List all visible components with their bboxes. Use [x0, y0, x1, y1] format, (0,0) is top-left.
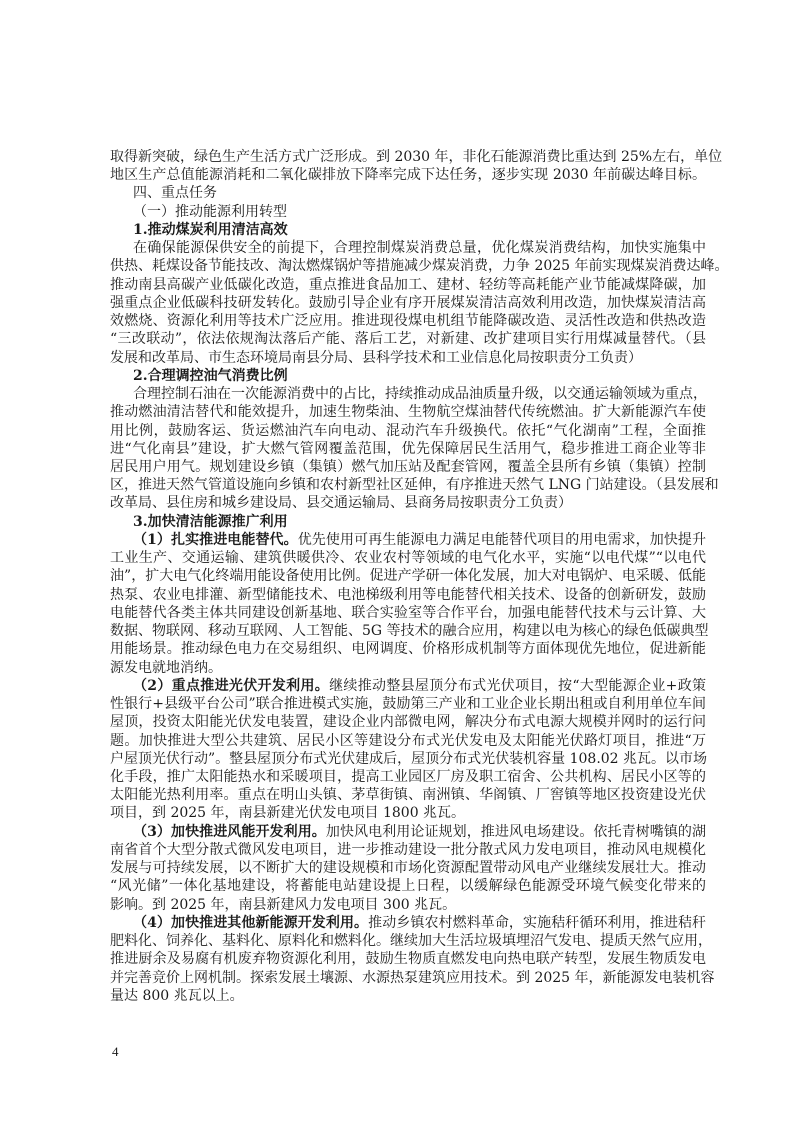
- section-heading: [110, 221, 706, 239]
- line-text: 肥料化、饲养化、基料化、原料化和燃料化。继续加大生活垃圾填埋沼气发电、提质天然气应用，: [110, 933, 712, 950]
- text-line: [110, 312, 706, 330]
- bold-lead: （4）加快推进其他新能源开发利用。: [133, 914, 369, 931]
- line-text: 进“气化南县”建设，扩大燃气管网覆盖范围，优先保障居民生活用气，稳步推进工商企业等非: [110, 440, 706, 457]
- text-line: [110, 950, 706, 968]
- line-text: 推动燃油清洁替代和能效提升，加速生物柴油、生物航空煤油替代传统燃油。扩大新能源汽车使: [110, 404, 706, 421]
- text-line: [110, 184, 706, 202]
- text-line: [110, 804, 706, 822]
- line-text: 并完善竞价上网机制。探索发展土壤源、水源热泵建筑应用技术。到 2025 年，新能源发电装机容: [110, 969, 715, 986]
- line-text: 发展与可持续发展，以不断扩大的建设规模和市场化资源配置带动风电产业继续发展壮大。推动: [110, 860, 706, 877]
- text-line: [110, 677, 706, 695]
- text-line: [110, 294, 706, 312]
- text-line: [110, 877, 706, 895]
- line-text: 项目，到 2025 年，南县新建光伏发电项目 1800 兆瓦。: [110, 805, 466, 822]
- text-line: [110, 768, 706, 786]
- section-heading: [110, 513, 706, 531]
- text-line: [110, 422, 706, 440]
- section-heading: [110, 367, 706, 385]
- line-text: 工业生产、交通运输、建筑供暖供冷、农业农村等领域的电气化水平，实施“以电代煤”“以电代: [110, 550, 706, 567]
- text-line: [110, 695, 706, 713]
- line-text: 用比例，鼓励客运、货运燃油汽车向电动、混动汽车升级换代。依托“气化湖南”工程，全面推: [110, 422, 706, 439]
- text-line: [110, 330, 706, 348]
- text-line: [110, 257, 729, 275]
- line-text: 题。加快推进大型公共建筑、居民小区等建设分布式光伏发电及太阳能光伏路灯项目，推进“万: [110, 732, 706, 749]
- text-line: [110, 148, 723, 166]
- line-text: 推动南县高碳产业低碳化改造，重点推进食品加工、建材、轻纺等高耗能产业节能减煤降碳，加: [110, 276, 706, 293]
- line-text: 四、重点任务: [133, 185, 217, 202]
- line-text: 合理控制石油在一次能源消费中的占比，持续推动成品油质量升级，以交通运输领域为重点，: [133, 386, 707, 403]
- line-text: 取得新突破，绿色生产生活方式广泛形成。到 2030 年，非化石能源消费比重达到 25%左右，单位: [110, 149, 723, 165]
- line-text: 性银行+县级平台公司”联合推进模式实施，鼓励第三产业和工业企业长期出租或自利用单位车间: [110, 696, 706, 713]
- line-text: 户屋顶光伏行动”。整县屋顶分布式光伏建成后，屋顶分布式光伏装机容量 108.02 兆瓦。以市场: [110, 750, 708, 767]
- text-line: [110, 531, 706, 549]
- line-text: 供热、耗煤设备节能技改、淘汰燃煤锅炉等措施减少煤炭消费，力争 2025 年前实现煤炭消费达峰。: [110, 258, 729, 275]
- text-line: [110, 494, 706, 512]
- line-text: 改革局、县住房和城乡建设局、县交通运输局、县商务局按职责分工负责）: [110, 495, 572, 512]
- line-text: “三改联动”，依法依规淘汰落后产能、落后工艺，对新建、改扩建项目实行用煤减量替代。（县: [110, 331, 706, 348]
- line-text: 发展和改革局、市生态环境局南县分局、县科学技术和工业信息化局按职责分工负责）: [110, 349, 642, 366]
- page-number: 4: [112, 1044, 119, 1059]
- line-text: 用能场景。推动绿色电力在交易组织、电网调度、价格形成机制等方面体现优先地位，促进新能: [110, 641, 706, 658]
- text-line: [110, 385, 706, 403]
- text-line: [110, 549, 706, 567]
- line-text: 影响。到 2025 年，南县新建风力发电项目 300 兆瓦。: [110, 896, 457, 913]
- line-text: 源发电就地消纳。: [110, 659, 222, 676]
- text-line: [110, 896, 706, 914]
- text-line: [110, 713, 706, 731]
- text-line: [110, 586, 706, 604]
- line-text: 居民用户用气。规划建设乡镇（集镇）燃气加压站及配套管网，覆盖全县所有乡镇（集镇）控制: [110, 458, 706, 475]
- line-text: 加快风电利用论证规划，推进风电场建设。依托青树嘴镇的湖: [325, 823, 707, 840]
- line-text: 太阳能光热利用率。重点在明山头镇、茅草街镇、南洲镇、华阁镇、厂窖镇等地区投资建设光伏: [110, 787, 706, 804]
- text-line: [110, 732, 706, 750]
- bold-lead: 3.加快清洁能源推广利用: [133, 513, 288, 530]
- line-text: 电能替代各类主体共同建设创新基地、联合实验室等合作平台，加强电能替代技术与云计算、大: [110, 604, 706, 621]
- text-line: [110, 987, 706, 1005]
- text-line: [110, 403, 706, 421]
- text-line: [110, 859, 706, 877]
- line-text: “风光储”一体化基地建设，将蓄能电站建设提上日程，以缓解绿色能源受环境气候变化带来的: [110, 878, 706, 895]
- text-line: [110, 786, 706, 804]
- line-text: 数据、物联网、移动互联网、人工智能、5G 等技术的融合应用，构建以电为核心的绿色低碳典型: [110, 623, 709, 640]
- line-text: 屋顶，投资太阳能光伏发电装置，建设企业内部微电网，解决分布式电源大规模并网时的运行问: [110, 714, 706, 731]
- bold-lead: （1）扎实推进电能替代。: [133, 531, 298, 548]
- line-text: 区，推进天然气管道设施向乡镇和农村新型社区延伸，有序推进天然气 LNG 门站建设。（县发展和: [110, 477, 719, 494]
- bold-lead: 1.推动煤炭利用清洁高效: [133, 221, 288, 238]
- text-line: [110, 604, 706, 622]
- line-text: 地区生产总值能源消耗和二氧化碳排放下降率完成下达任务，逐步实现 2030 年前碳达峰目标。: [110, 167, 706, 184]
- text-line: [110, 659, 706, 677]
- line-text: 化手段，推广太阳能热水和采暖项目，提高工业园区厂房及职工宿舍、公共机构、居民小区等的: [110, 768, 706, 785]
- text-line: [110, 458, 706, 476]
- text-line: [110, 841, 706, 859]
- line-text: （一）推动能源利用转型: [133, 203, 287, 220]
- line-text: 推进厨余及易腐有机废弃物资源化利用，鼓励生物质直燃发电向热电联产转型，发展生物质发电: [110, 951, 706, 968]
- text-line: [110, 203, 706, 221]
- line-text: 推动乡镇农村燃料革命，实施秸秆循环利用，推进秸秆: [368, 914, 706, 931]
- line-text: 效燃烧、资源化利用等技术广泛应用。推进现役煤电机组节能降碳改造、灵活性改造和供热改造: [110, 313, 706, 330]
- bold-lead: （2）重点推进光伏开发利用。: [133, 677, 330, 694]
- text-line: [110, 349, 706, 367]
- text-line: [110, 969, 715, 987]
- line-text: 优先使用可再生能源电力满足电能替代项目的用电需求，加快提升: [297, 531, 706, 548]
- line-text: 南省首个大型分散式微风发电项目，进一步推动建设一批分散式风力发电项目，推动风电规模化: [110, 841, 706, 858]
- bold-lead: （3）加快推进风能开发利用。: [133, 823, 326, 840]
- text-line: [110, 567, 706, 585]
- text-line: [110, 622, 709, 640]
- line-text: 继续推动整县屋顶分布式光伏项目，按“大型能源企业+政策: [329, 677, 706, 694]
- text-line: [110, 476, 719, 494]
- text-line: [110, 914, 706, 932]
- bold-lead: 2.合理调控油气消费比例: [133, 367, 288, 384]
- line-text: 热泵、农业电排灌、新型储能技术、电池梯级利用等电能替代相关技术、设备的创新研发，鼓励: [110, 586, 706, 603]
- text-line: [110, 239, 706, 257]
- line-text: 强重点企业低碳科技研发转化。鼓励引导企业有序开展煤炭清洁高效利用改造，加快煤炭清洁高: [110, 294, 706, 311]
- text-line: [110, 750, 706, 768]
- line-text: 油”，扩大电气化终端用能设备使用比例。促进产学研一体化发展，加大对电锅炉、电采暖、低能: [110, 568, 706, 585]
- text-line: [110, 640, 706, 658]
- line-text: 在确保能源保供安全的前提下，合理控制煤炭消费总量，优化煤炭消费结构，加快实施集中: [133, 240, 706, 257]
- text-line: [110, 440, 706, 458]
- text-line: [110, 932, 712, 950]
- text-line: [110, 276, 706, 294]
- line-text: 量达 800 兆瓦以上。: [110, 987, 244, 1004]
- text-line: [110, 166, 706, 184]
- text-line: [110, 823, 706, 841]
- document-body: [110, 148, 729, 1005]
